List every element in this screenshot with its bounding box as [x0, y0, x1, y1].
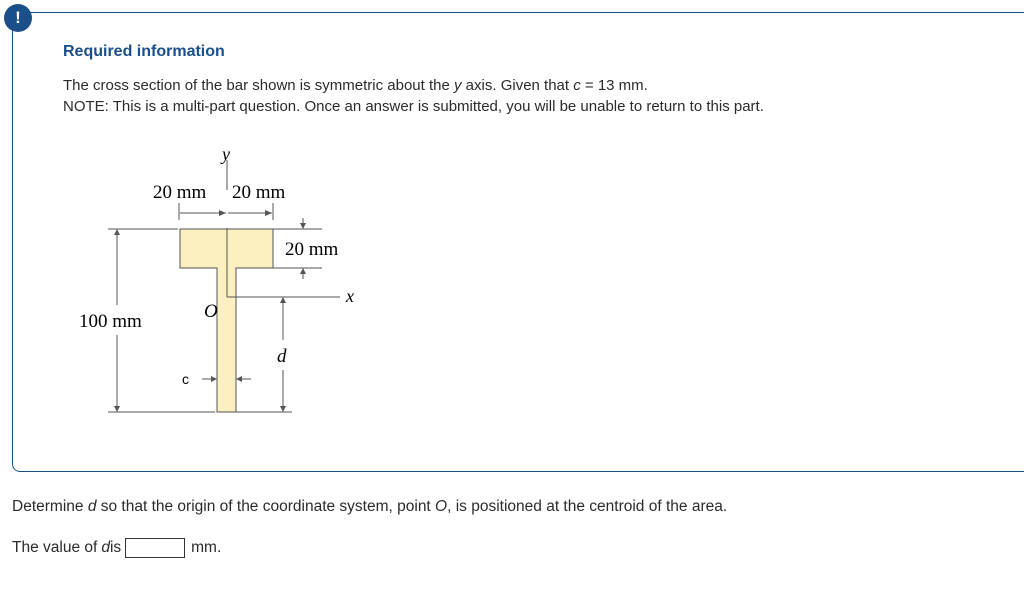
note-text: NOTE: This is a multi-part question. Once an answer is submitted, you will be unable to return to this part. [63, 98, 764, 115]
statement-prefix: The cross section of the bar shown is symmetric about the [63, 77, 455, 94]
alert-icon: ! [4, 4, 32, 32]
dim-height: 100 mm [79, 311, 142, 332]
problem-statement [63, 77, 648, 94]
answer-row [12, 538, 221, 558]
height-arrow-top [114, 229, 120, 235]
question-o-var: O [435, 498, 448, 515]
statement-middle: axis. Given that [461, 77, 574, 94]
d-label: d [277, 346, 287, 367]
question-middle: so that the origin of the coordinate system, point [96, 498, 436, 515]
question-text [12, 498, 727, 516]
c-arrow-left [211, 376, 217, 382]
question-d-var: d [87, 498, 97, 515]
y-axis-label: y [222, 144, 230, 164]
cross-section-figure [60, 140, 370, 420]
origin-label: O [204, 301, 218, 322]
d-value-input[interactable] [125, 538, 185, 558]
y-axis-var: y [454, 77, 462, 94]
question-suffix: , is positioned at the centroid of the area. [447, 498, 728, 515]
flange-arrow-top [300, 223, 306, 229]
answer-prefix: The value of [12, 539, 98, 556]
width-arrow-right [265, 210, 272, 216]
question-prefix: Determine [12, 498, 88, 515]
x-axis-label: x [346, 286, 354, 306]
height-arrow-bottom [114, 406, 120, 412]
answer-is-text: is [109, 539, 122, 556]
width-arrow-left [219, 210, 226, 216]
c-arrow-right [236, 376, 242, 382]
info-title: Required information [63, 43, 225, 60]
d-arrow-top [280, 297, 286, 303]
statement-suffix: = 13 mm. [580, 77, 648, 94]
dim-right-width: 20 mm [232, 182, 286, 203]
answer-d-var: d [101, 539, 110, 556]
answer-unit: mm. [191, 539, 222, 556]
c-label: c [182, 371, 189, 387]
flange-arrow-bottom [300, 268, 306, 274]
d-arrow-bottom [280, 406, 286, 412]
dim-left-width: 20 mm [153, 182, 207, 203]
c-var: c [573, 77, 581, 94]
dim-flange-thickness: 20 mm [285, 239, 339, 260]
